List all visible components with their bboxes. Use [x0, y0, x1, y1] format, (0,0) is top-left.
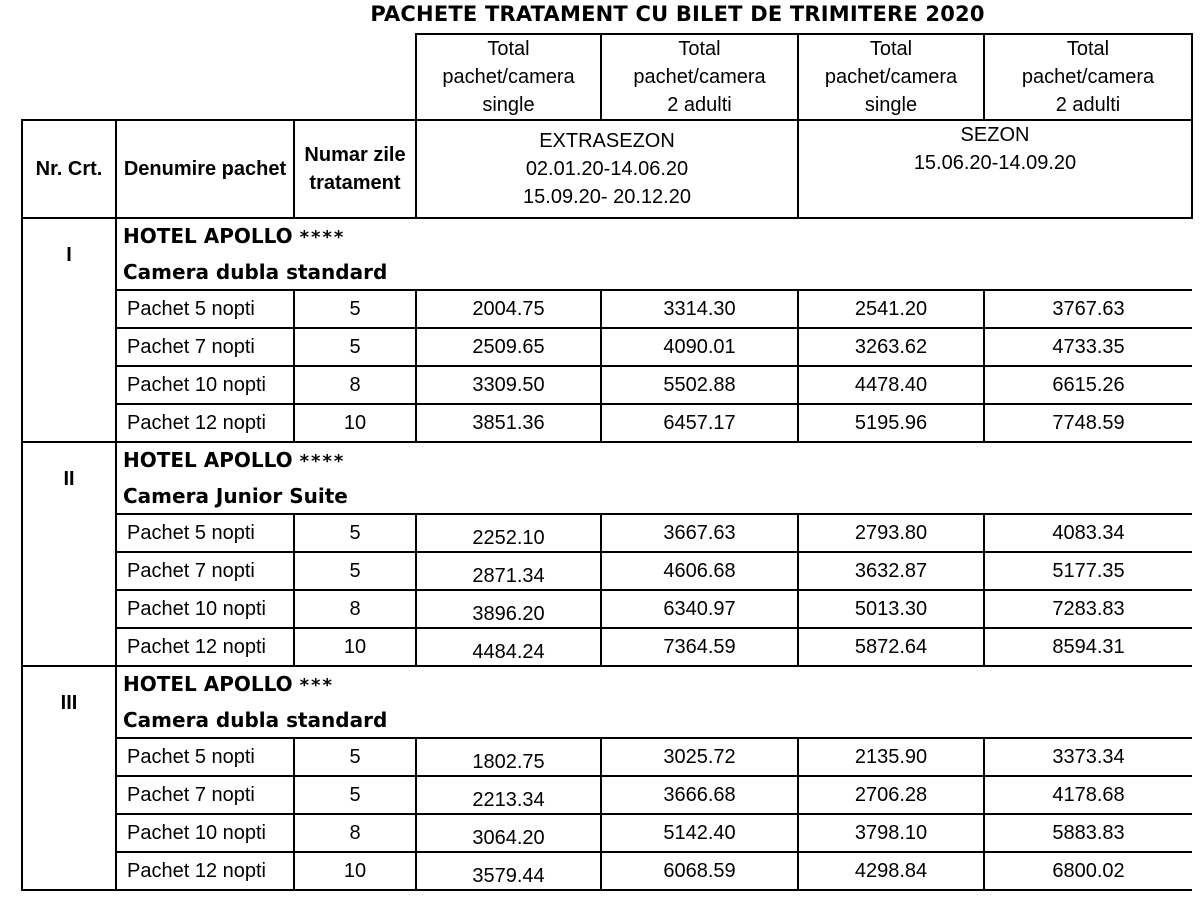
- table-row: [22, 852, 1192, 890]
- section-number: II: [22, 442, 116, 666]
- hotel-heading: [116, 666, 1192, 738]
- package-name: Pachet 10 nopti: [116, 814, 294, 852]
- price-extra-double: 5142.40: [601, 814, 798, 852]
- package-name: Pachet 12 nopti: [116, 852, 294, 890]
- price-sezon-single: 3798.10: [798, 814, 984, 852]
- table-row: [22, 628, 1192, 666]
- room-type: Camera dubla standard: [123, 260, 388, 284]
- price-sezon-single: 4478.40: [798, 366, 984, 404]
- price-sezon-single: 2793.80: [798, 514, 984, 552]
- price-extra-single: 2252.10: [416, 514, 601, 552]
- hotel-name: HOTEL APOLLO: [123, 448, 293, 472]
- price-sezon-single: 3632.87: [798, 552, 984, 590]
- extrasezon-header: EXTRASEZON 02.01.20-14.06.20 15.09.20- 20.12.20: [416, 120, 798, 218]
- price-extra-double: 5502.88: [601, 366, 798, 404]
- price-sezon-double: 4083.34: [984, 514, 1192, 552]
- denumire-header: Denumire pachet: [116, 120, 294, 218]
- hotel-stars: ***: [299, 675, 334, 696]
- price-sezon-single: 5195.96: [798, 404, 984, 442]
- room-type: Camera Junior Suite: [123, 484, 348, 508]
- col-header-extra-single: Total pachet/camera single: [416, 34, 601, 120]
- price-sezon-double: 8594.31: [984, 628, 1192, 666]
- price-extra-double: 3666.68: [601, 776, 798, 814]
- section-number: I: [22, 218, 116, 442]
- season-header-row: [22, 120, 1192, 218]
- price-sezon-single: 3263.62: [798, 328, 984, 366]
- treatment-days: 5: [294, 738, 416, 776]
- treatment-days: 10: [294, 852, 416, 890]
- price-sezon-double: 4178.68: [984, 776, 1192, 814]
- hotel-row: [22, 442, 1192, 514]
- price-sezon-double: 6615.26: [984, 366, 1192, 404]
- price-extra-single: 3309.50: [416, 366, 601, 404]
- price-extra-single: 3896.20: [416, 590, 601, 628]
- package-name: Pachet 7 nopti: [116, 328, 294, 366]
- treatment-days: 5: [294, 776, 416, 814]
- page-title: PACHETE TRATAMENT CU BILET DE TRIMITERE 2020: [370, 2, 985, 26]
- hotel-row: [22, 218, 1192, 290]
- price-extra-single: 3579.44: [416, 852, 601, 890]
- table-row: [22, 328, 1192, 366]
- price-extra-double: 3667.63: [601, 514, 798, 552]
- price-sezon-single: 2541.20: [798, 290, 984, 328]
- price-extra-single: 2213.34: [416, 776, 601, 814]
- price-extra-double: 6457.17: [601, 404, 798, 442]
- price-sezon-double: 7283.83: [984, 590, 1192, 628]
- treatment-days: 5: [294, 290, 416, 328]
- col-header-sezon-double: Total pachet/camera 2 adulti: [984, 34, 1192, 120]
- price-extra-double: 4090.01: [601, 328, 798, 366]
- table-row: [22, 776, 1192, 814]
- price-sezon-single: 2706.28: [798, 776, 984, 814]
- treatment-days: 5: [294, 514, 416, 552]
- treatment-days: 8: [294, 814, 416, 852]
- hotel-heading: [116, 442, 1192, 514]
- hotel-stars: ****: [299, 227, 346, 248]
- treatment-days: 10: [294, 404, 416, 442]
- package-name: Pachet 5 nopti: [116, 514, 294, 552]
- table-row: [22, 738, 1192, 776]
- table-row: [22, 366, 1192, 404]
- hotel-name: HOTEL APOLLO: [123, 224, 293, 248]
- price-table: [21, 33, 1193, 891]
- price-extra-double: 7364.59: [601, 628, 798, 666]
- price-extra-double: 6068.59: [601, 852, 798, 890]
- table-row: [22, 590, 1192, 628]
- treatment-days: 5: [294, 328, 416, 366]
- price-sezon-double: 5177.35: [984, 552, 1192, 590]
- table-row: [22, 814, 1192, 852]
- zile-header: Numar zile tratament: [294, 120, 416, 218]
- package-name: Pachet 7 nopti: [116, 552, 294, 590]
- room-type: Camera dubla standard: [123, 708, 388, 732]
- treatment-days: 5: [294, 552, 416, 590]
- section-number: III: [22, 666, 116, 890]
- hotel-heading: [116, 218, 1192, 290]
- table-row: [22, 552, 1192, 590]
- package-name: Pachet 7 nopti: [116, 776, 294, 814]
- price-sezon-double: 4733.35: [984, 328, 1192, 366]
- price-extra-single: 4484.24: [416, 628, 601, 666]
- price-extra-single: 2509.65: [416, 328, 601, 366]
- price-extra-double: 4606.68: [601, 552, 798, 590]
- treatment-days: 8: [294, 590, 416, 628]
- col-header-sezon-single: Total pachet/camera single: [798, 34, 984, 120]
- price-sezon-double: 3373.34: [984, 738, 1192, 776]
- package-name: Pachet 10 nopti: [116, 366, 294, 404]
- price-extra-single: 2871.34: [416, 552, 601, 590]
- price-extra-single: 3064.20: [416, 814, 601, 852]
- hotel-row: [22, 666, 1192, 738]
- price-sezon-double: 5883.83: [984, 814, 1192, 852]
- hotel-stars: ****: [299, 451, 346, 472]
- price-sezon-single: 4298.84: [798, 852, 984, 890]
- price-sezon-single: 2135.90: [798, 738, 984, 776]
- price-sezon-double: 7748.59: [984, 404, 1192, 442]
- package-name: Pachet 12 nopti: [116, 628, 294, 666]
- table-row: [22, 514, 1192, 552]
- price-sezon-single: 5013.30: [798, 590, 984, 628]
- treatment-days: 10: [294, 628, 416, 666]
- price-sezon-single: 5872.64: [798, 628, 984, 666]
- column-header-row: [22, 34, 1192, 120]
- sezon-header: SEZON 15.06.20-14.09.20: [798, 120, 1192, 218]
- hotel-name: HOTEL APOLLO: [123, 672, 293, 696]
- package-name: Pachet 5 nopti: [116, 290, 294, 328]
- price-sezon-double: 3767.63: [984, 290, 1192, 328]
- treatment-days: 8: [294, 366, 416, 404]
- package-name: Pachet 12 nopti: [116, 404, 294, 442]
- price-extra-single: 3851.36: [416, 404, 601, 442]
- price-extra-double: 6340.97: [601, 590, 798, 628]
- price-extra-single: 2004.75: [416, 290, 601, 328]
- price-extra-double: 3314.30: [601, 290, 798, 328]
- package-name: Pachet 5 nopti: [116, 738, 294, 776]
- table-row: [22, 290, 1192, 328]
- nr-crt-header: Nr. Crt.: [22, 120, 116, 218]
- price-extra-double: 3025.72: [601, 738, 798, 776]
- package-name: Pachet 10 nopti: [116, 590, 294, 628]
- col-header-extra-double: Total pachet/camera 2 adulti: [601, 34, 798, 120]
- price-sezon-double: 6800.02: [984, 852, 1192, 890]
- price-extra-single: 1802.75: [416, 738, 601, 776]
- table-row: [22, 404, 1192, 442]
